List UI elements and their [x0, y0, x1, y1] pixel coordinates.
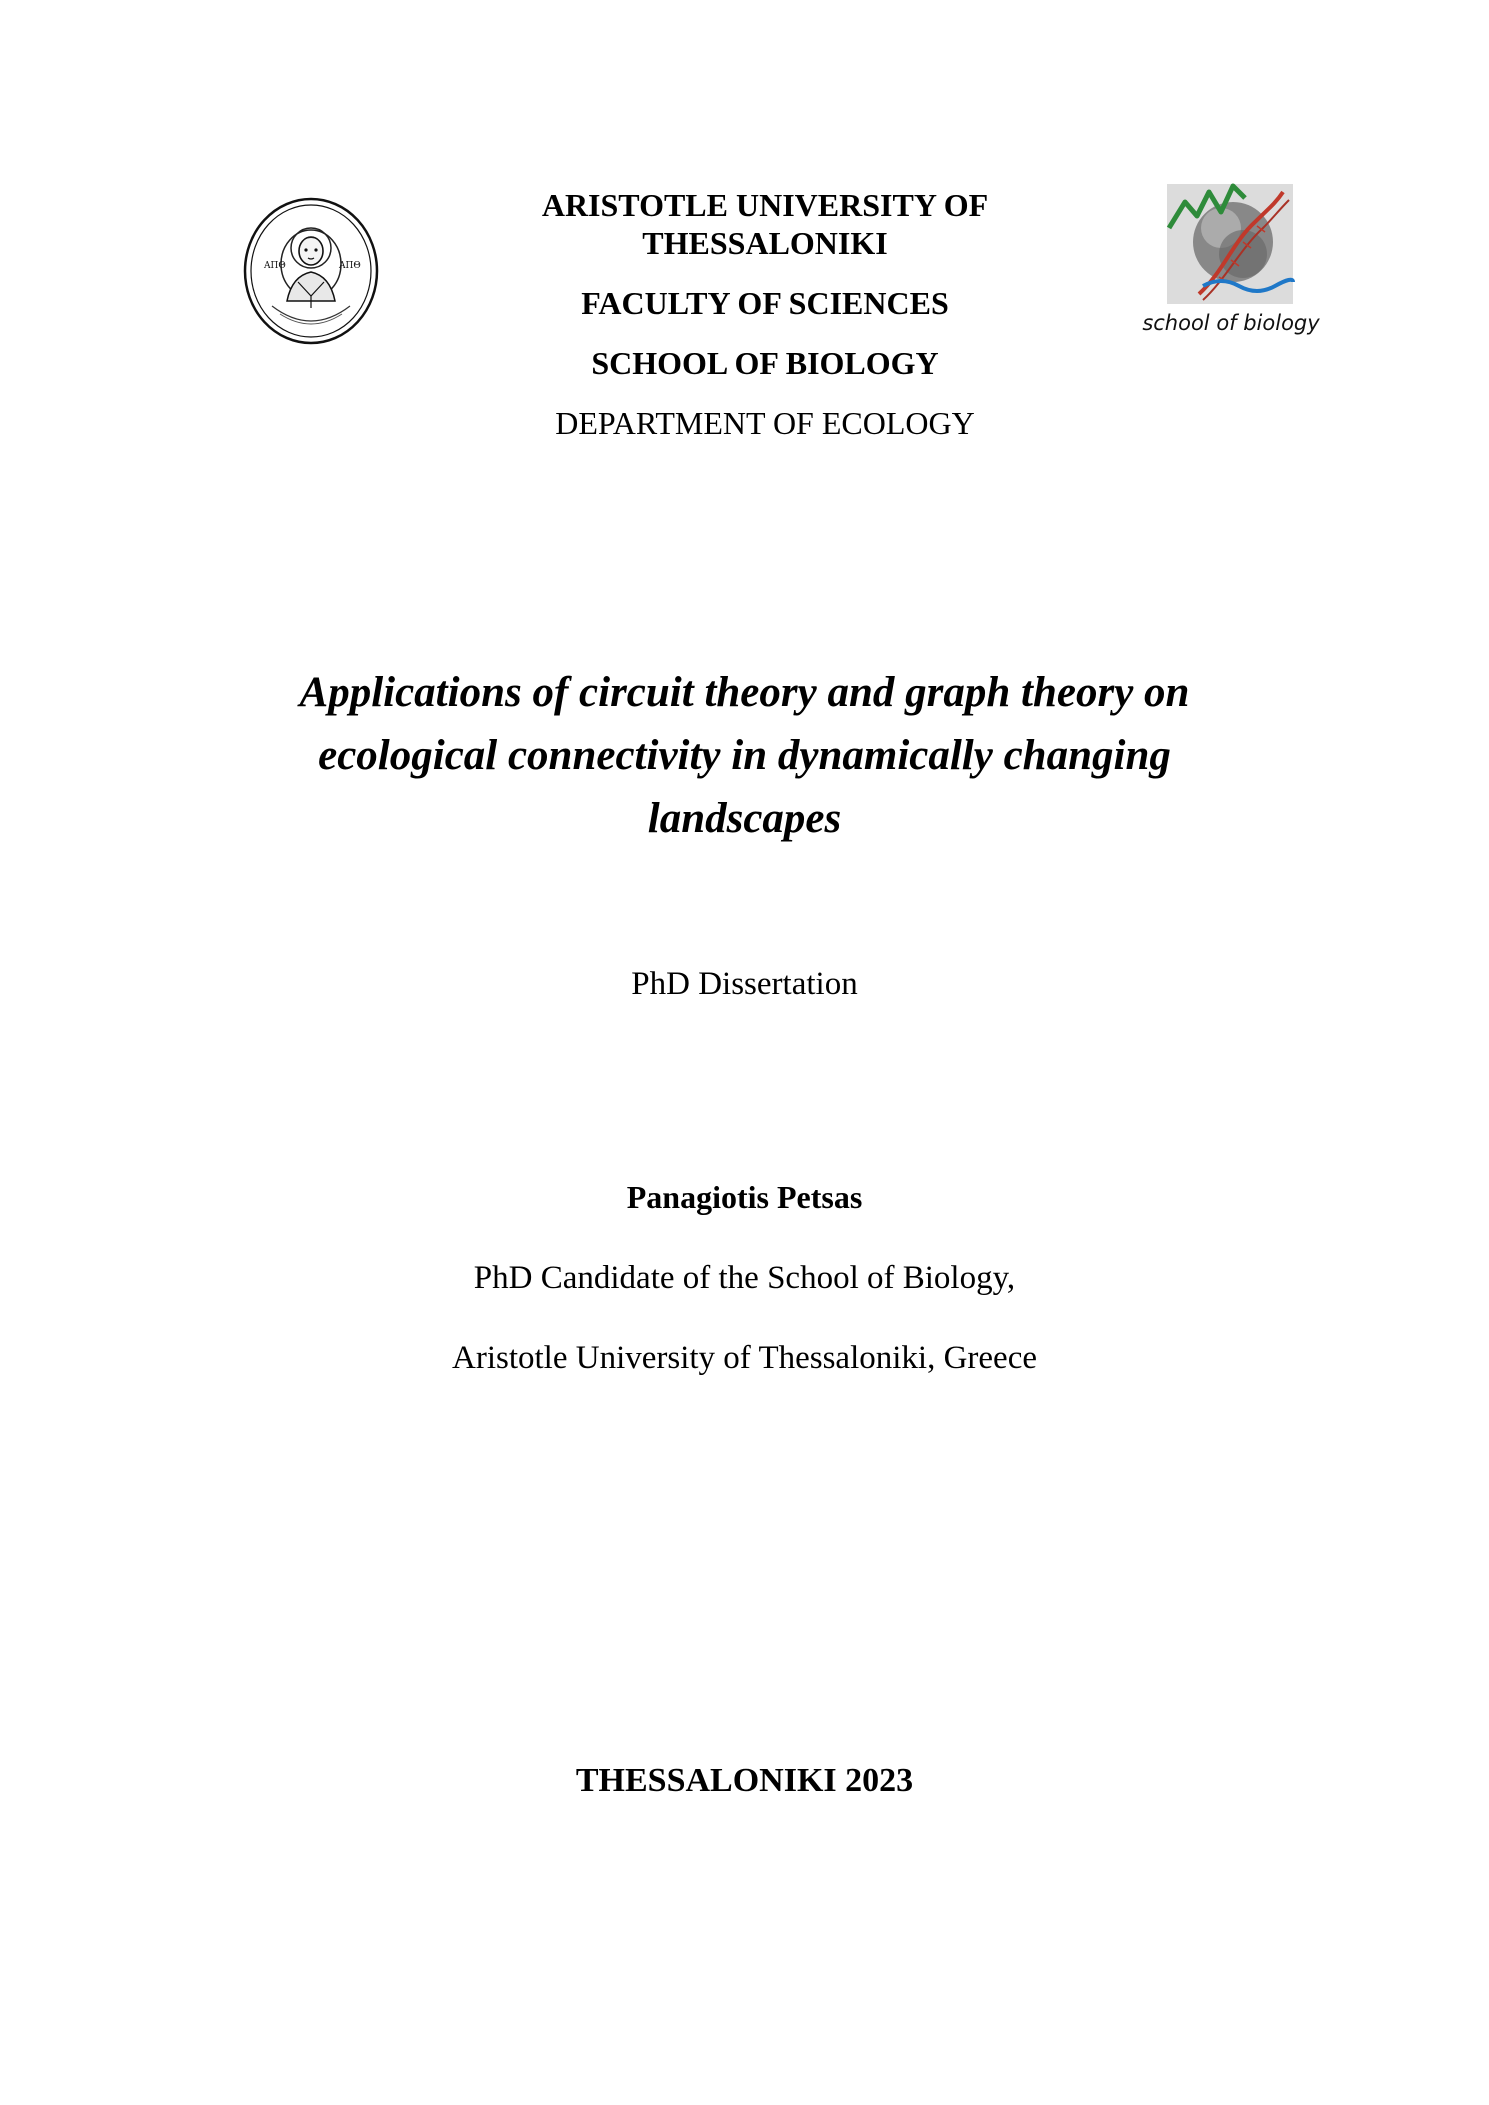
author-role: PhD Candidate of the School of Biology, — [473, 1260, 1016, 1296]
place-and-year: THESSALONIKI 2023 — [575, 1762, 914, 1799]
author-name: Panagiotis Petsas — [626, 1179, 863, 1215]
faculty-name: FACULTY OF SCIENCES — [581, 285, 949, 321]
dissertation-title-line2: ecological connectivity in dynamically changing — [318, 732, 1171, 779]
university-seal-logo — [242, 196, 380, 346]
document-type: PhD Dissertation — [631, 966, 858, 1002]
university-name-line1: ARISTOTLE UNIVERSITY OF — [541, 187, 989, 223]
department-name: DEPARTMENT OF ECOLOGY — [555, 405, 975, 441]
institution-header — [465, 186, 1065, 442]
school-of-biology-logo — [1142, 182, 1320, 340]
school-name: SCHOOL OF BIOLOGY — [591, 345, 939, 381]
svg-text:ΑΠΘ: ΑΠΘ — [339, 261, 361, 271]
author-affiliation: Aristotle University of Thessaloniki, Greece — [452, 1340, 1037, 1376]
dissertation-title-line3: landscapes — [647, 795, 842, 842]
svg-text:school of biology: school of biology — [1142, 311, 1320, 335]
svg-text:ΑΠΘ: ΑΠΘ — [264, 261, 286, 271]
dissertation-title-line1: Applications of circuit theory and graph theory on — [299, 669, 1190, 716]
university-name-line2: THESSALONIKI — [642, 225, 888, 261]
